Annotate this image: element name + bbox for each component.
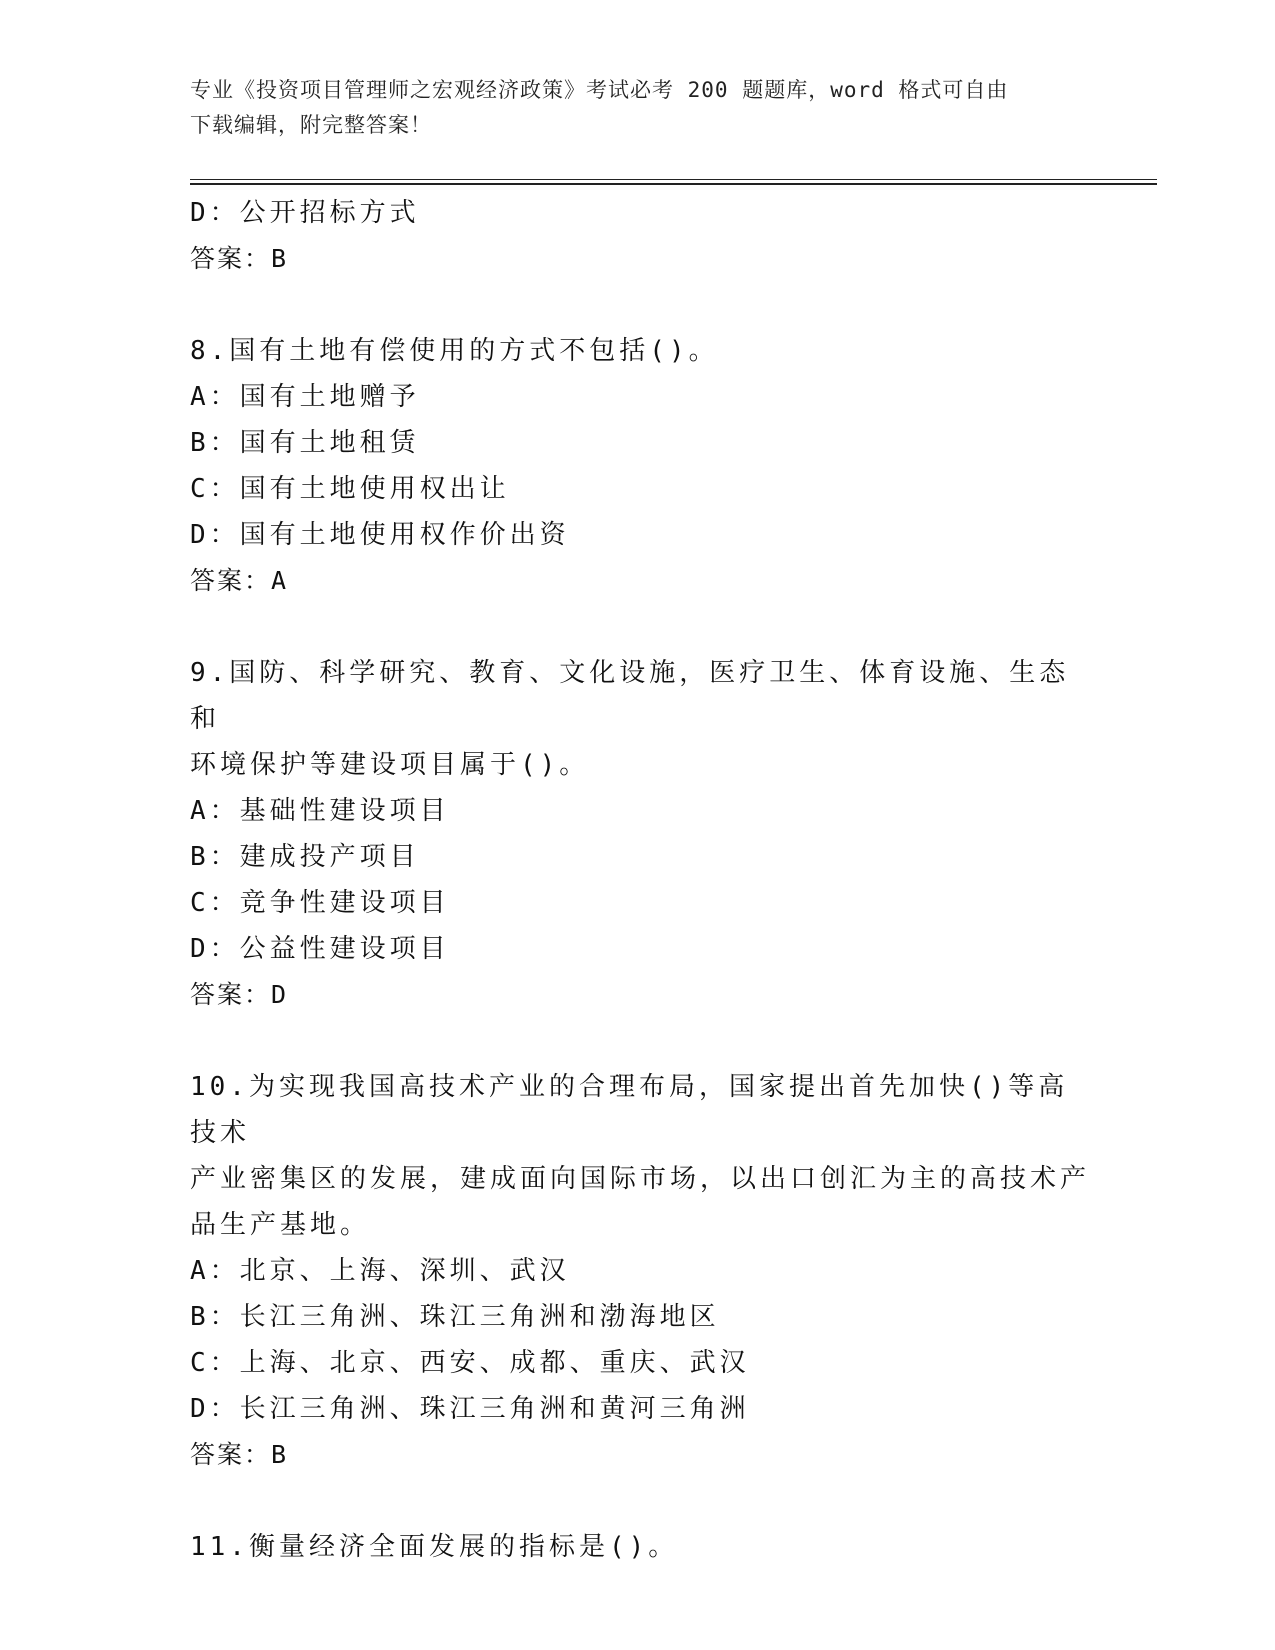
question-9 xyxy=(190,650,1090,1018)
option-a: A：基础性建设项目 xyxy=(190,796,450,826)
option-d: D：公益性建设项目 xyxy=(190,934,450,964)
option-c: C：竞争性建设项目 xyxy=(190,888,450,918)
option-c: C：国有土地使用权出让 xyxy=(190,474,510,504)
option-b: B：国有土地租赁 xyxy=(190,428,420,458)
carryover-option-d: D：公开招标方式 xyxy=(190,198,420,228)
document-body xyxy=(190,190,1090,1570)
question-text-line-2: 产业密集区的发展，建成面向国际市场，以出口创汇为主的高技术产 xyxy=(190,1164,1091,1194)
option-a: A：国有土地赠予 xyxy=(190,382,420,412)
option-d: D：国有土地使用权作价出资 xyxy=(190,520,570,550)
option-d: D：长江三角洲、珠江三角洲和黄河三角洲 xyxy=(190,1394,750,1424)
question-text-line-1: 9.国防、科学研究、教育、文化设施，医疗卫生、体育设施、生态和 xyxy=(190,658,1070,734)
header-rule-thin xyxy=(190,179,1157,180)
option-a: A：北京、上海、深圳、武汉 xyxy=(190,1256,570,1286)
question-text: 11.衡量经济全面发展的指标是()。 xyxy=(190,1532,679,1562)
question-11 xyxy=(190,1524,1090,1570)
option-b: B：长江三角洲、珠江三角洲和渤海地区 xyxy=(190,1302,720,1332)
option-b: B：建成投产项目 xyxy=(190,842,420,872)
question-text-line-1: 10.为实现我国高技术产业的合理布局，国家提出首先加快()等高技术 xyxy=(190,1072,1069,1148)
header-line-1: 专业《投资项目管理师之宏观经济政策》考试必考 200 题题库，word 格式可自由 xyxy=(190,78,1009,102)
question-8 xyxy=(190,328,1090,604)
option-c: C：上海、北京、西安、成都、重庆、武汉 xyxy=(190,1348,750,1378)
question-text: 8.国有土地有偿使用的方式不包括()。 xyxy=(190,336,719,366)
header-line-2: 下载编辑，附完整答案！ xyxy=(190,113,432,137)
header-rule-thick xyxy=(190,183,1157,185)
question-text-line-2: 环境保护等建设项目属于()。 xyxy=(190,750,590,780)
question-10 xyxy=(190,1064,1090,1478)
answer: 答案：B xyxy=(190,1440,289,1469)
document-header xyxy=(190,73,1090,143)
answer: 答案：A xyxy=(190,566,289,595)
answer: 答案：D xyxy=(190,980,289,1009)
question-text-line-3: 品生产基地。 xyxy=(190,1210,371,1240)
carryover-answer: 答案：B xyxy=(190,244,289,273)
